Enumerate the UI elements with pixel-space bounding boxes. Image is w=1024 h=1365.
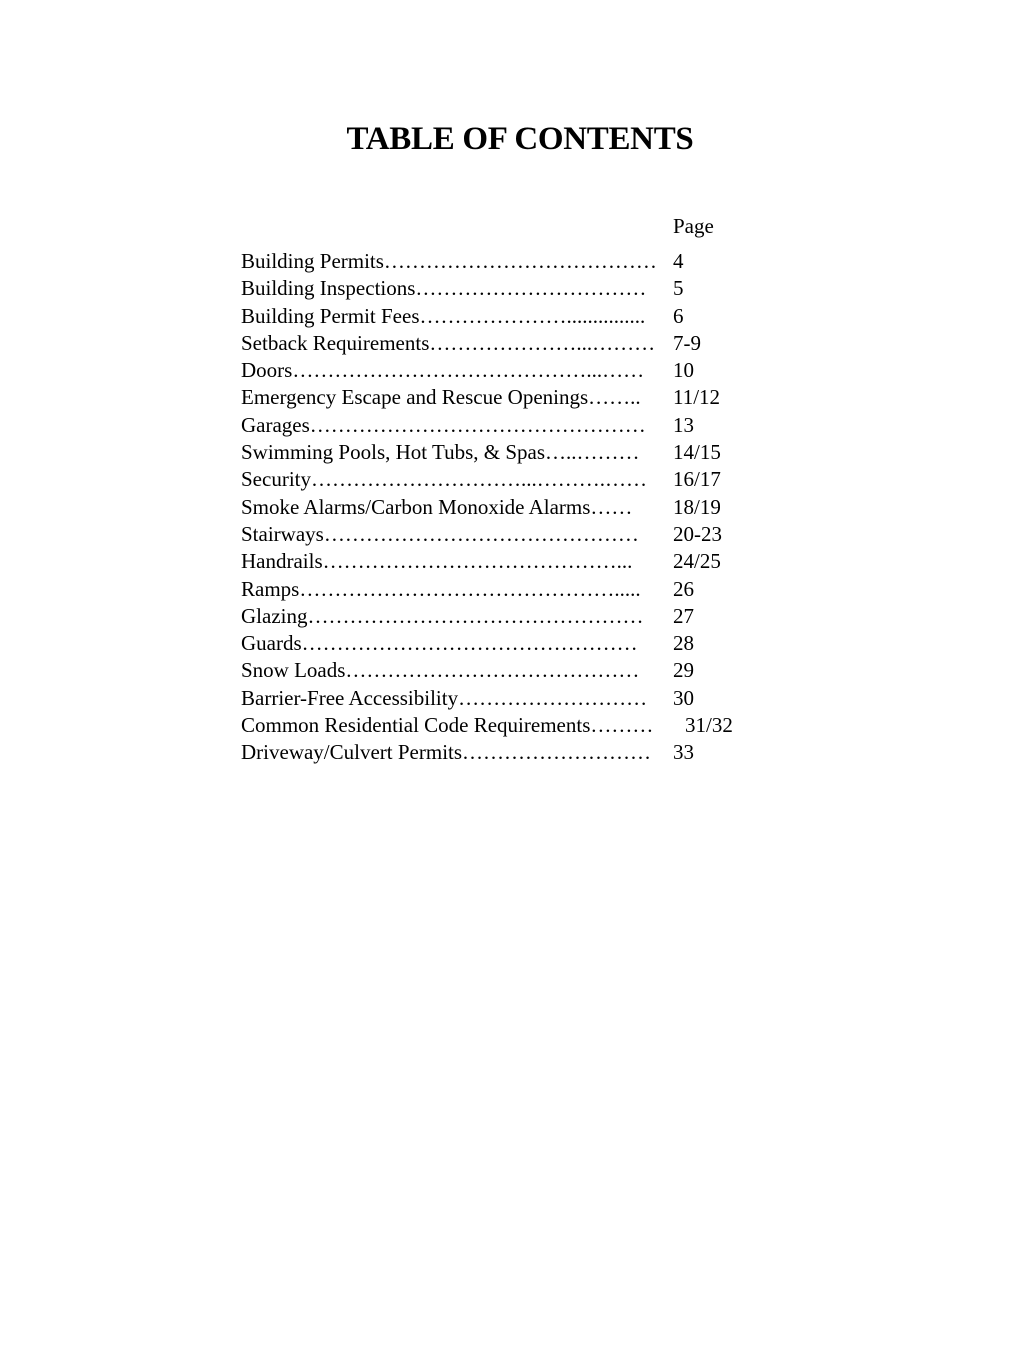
toc-entry-label: Glazing…………………………………………: [241, 603, 644, 628]
toc-entry-page: 7-9: [673, 330, 701, 355]
toc-entry[interactable]: [241, 630, 781, 657]
toc-entry-label: Barrier-Free Accessibility………………………: [241, 685, 648, 710]
toc-entry-page: 10: [673, 358, 694, 383]
page-title: TABLE OF CONTENTS: [346, 121, 694, 157]
toc-entry-label: Common Residential Code Requirements………: [241, 713, 654, 738]
toc-entry-label: Handrails……………………………………...: [241, 549, 633, 574]
toc-entry-page: 31/32: [685, 713, 733, 738]
toc-entry[interactable]: [241, 712, 781, 739]
toc-entry[interactable]: [241, 576, 781, 603]
toc-entry-page: 18/19: [673, 494, 721, 519]
toc-entry[interactable]: [241, 657, 781, 684]
toc-entry-page: 13: [673, 412, 694, 437]
toc-entry[interactable]: [241, 685, 781, 712]
toc-entry[interactable]: [241, 521, 781, 548]
toc-entry-page: 16/17: [673, 467, 721, 492]
page-column-header: Page: [673, 214, 714, 238]
toc-entry-page: 30: [673, 685, 694, 710]
toc-entry[interactable]: [241, 384, 781, 411]
toc-entry-page: 27: [673, 603, 694, 628]
toc-list: [241, 248, 781, 767]
toc-entry-page: 24/25: [673, 549, 721, 574]
toc-entry[interactable]: [241, 548, 781, 575]
toc-entry[interactable]: [241, 603, 781, 630]
toc-entry-label: Ramps……………………………………….....: [241, 576, 641, 601]
toc-entry-label: Building Inspections……………………………: [241, 276, 647, 301]
toc-entry-page: 28: [673, 631, 694, 656]
toc-entry-label: Garages…………………………………………: [241, 412, 646, 437]
toc-entry[interactable]: [241, 412, 781, 439]
toc-entry-page: 29: [673, 658, 694, 683]
toc-entry-label: Snow Loads……………………………………: [241, 658, 640, 683]
toc-entry[interactable]: [241, 494, 781, 521]
toc-entry-label: Setback Requirements…………………...………: [241, 330, 656, 355]
toc-entry-page: 6: [673, 303, 684, 328]
toc-entry-label: Doors……………………………………...……: [241, 358, 645, 383]
toc-entry[interactable]: [241, 275, 781, 302]
toc-entry-label: Security…………………………...……….……: [241, 467, 647, 492]
toc-entry[interactable]: [241, 439, 781, 466]
toc-entry-label: Stairways………………………………………: [241, 521, 639, 546]
toc-entry-page: 11/12: [673, 385, 721, 410]
toc-entry-label: Guards…………………………………………: [241, 631, 638, 656]
toc-entry-label: Emergency Escape and Rescue Openings……..: [241, 385, 641, 410]
toc-entry-label: Driveway/Culvert Permits………………………: [241, 740, 652, 765]
toc-entry-page: 26: [673, 576, 694, 601]
toc-entry-label: Building Permit Fees…………………...............: [241, 303, 646, 328]
toc-entry-page: 20-23: [673, 521, 722, 546]
toc-entry[interactable]: [241, 330, 781, 357]
toc-entry-label: Smoke Alarms/Carbon Monoxide Alarms……: [241, 494, 633, 519]
toc-entry[interactable]: [241, 303, 781, 330]
toc-entry[interactable]: [241, 248, 781, 275]
toc-entry[interactable]: [241, 357, 781, 384]
toc-entry-page: 14/15: [673, 440, 721, 465]
toc-entry[interactable]: [241, 466, 781, 493]
toc-entry-page: 4: [673, 249, 684, 273]
toc-entry-page: 5: [673, 276, 684, 301]
toc-entry-label: Building Permits…………………………………: [241, 249, 657, 273]
toc-entry-label: Swimming Pools, Hot Tubs, & Spas…..………: [241, 440, 640, 465]
toc-entry[interactable]: [241, 739, 781, 766]
toc-entry-page: 33: [673, 740, 694, 765]
